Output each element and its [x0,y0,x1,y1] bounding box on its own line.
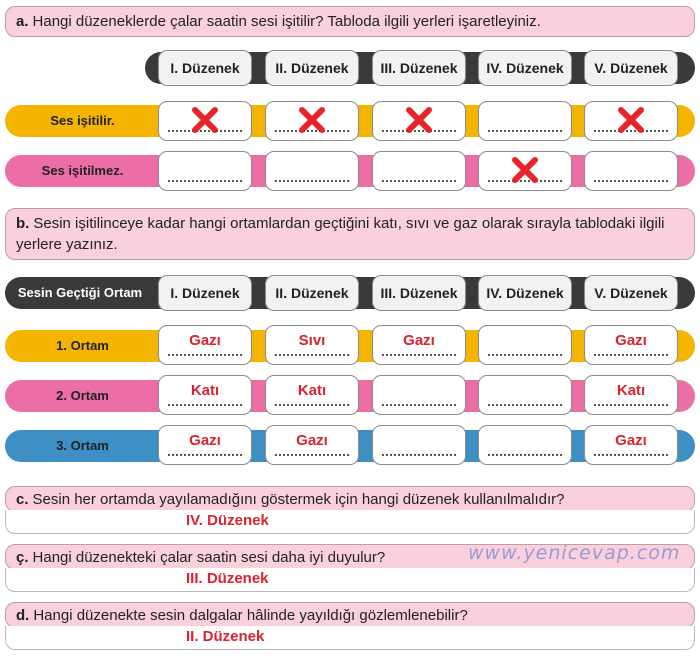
cell-answer-text: Katı [297,382,327,399]
table1-cell [478,101,572,141]
answer-c: IV. Düzenek [186,512,269,529]
question-text: Hangi düzenekte sesin dalgalar hâlinde yayıldığı gözlemlenebilir? [33,607,468,624]
answer-dotted-line [594,454,668,456]
table1-row-label: Ses işitilmez. [41,163,124,178]
cell-answer-text: Katı [616,382,646,399]
answer-dotted-line [168,180,242,182]
question-a [5,6,695,37]
cell-answer-text: Gazı [189,332,221,349]
table2-cell [372,375,466,415]
answer-box-d [5,626,695,650]
answer-dotted-line [275,454,349,456]
table1-cell [158,101,252,141]
question-letter: b. [16,215,30,232]
table2-cell [158,325,252,365]
table2-header-cell: III. Düzenek [372,275,466,311]
table2-cell [478,375,572,415]
table2-corner-label: Sesin Geçtiği Ortam [17,285,143,300]
answer-dotted-line [382,404,456,406]
answer-dotted-line [275,180,349,182]
table2-row-label: 3. Ortam [56,438,109,453]
question-letter: a. [16,13,29,30]
question-text: Hangi düzeneklerde çalar saatin sesi işitilir? Tabloda ilgili yerleri işaretleyiniz. [32,13,541,30]
table1-row-label: Ses işitilir. [50,113,115,128]
table1-header-cell: II. Düzenek [265,50,359,86]
table2-cell [265,325,359,365]
table1-cell [584,101,678,141]
question-letter: ç. [16,549,29,566]
question-text: Hangi düzenekteki çalar saatin sesi daha iyi duyulur? [32,549,386,566]
table2-row-label: 2. Ortam [56,388,109,403]
answer-dotted-line [168,354,242,356]
table2-cell [478,325,572,365]
table2-row-label: 1. Ortam [56,338,109,353]
cell-answer-text: Gazı [615,432,647,449]
answer-box-cc [5,568,695,592]
table2-cell [265,425,359,465]
table1-cell [372,151,466,191]
answer-d: II. Düzenek [186,628,265,645]
question-text: Sesin işitilinceye kadar hangi ortamlardan geçtiğini katı, sıvı ve gaz olarak sırayla tablodaki ilgili yerlere yazınız. [16,215,665,253]
table1-header-cell: V. Düzenek [584,50,678,86]
table1-cell [478,151,572,191]
watermark: www.yenicevap.com [468,542,681,564]
table2-header-cell: IV. Düzenek [478,275,572,311]
answer-dotted-line [168,454,242,456]
cell-answer-text: Sıvı [298,332,326,349]
x-mark-icon [405,106,433,134]
answer-dotted-line [594,404,668,406]
answer-dotted-line [594,180,668,182]
answer-cc: III. Düzenek [186,570,269,587]
cell-answer-text: Gazı [403,332,435,349]
cell-answer-text: Gazı [615,332,647,349]
table1-header-cell: III. Düzenek [372,50,466,86]
table2-header-cell: V. Düzenek [584,275,678,311]
answer-dotted-line [382,454,456,456]
question-b [5,208,695,260]
table2-cell [584,325,678,365]
answer-dotted-line [594,354,668,356]
table1-cell [265,101,359,141]
question-text: Sesin her ortamda yayılamadığını göstermek için hangi düzenek kullanılmalıdır? [32,491,565,508]
answer-dotted-line [382,354,456,356]
table2-cell [372,325,466,365]
table1-header-cell: I. Düzenek [158,50,252,86]
table2-cell [158,375,252,415]
table1-cell [584,151,678,191]
question-d [5,602,695,628]
answer-dotted-line [488,354,562,356]
cell-answer-text: Katı [190,382,220,399]
x-mark-icon [298,106,326,134]
answer-dotted-line [275,354,349,356]
table2-cell [478,425,572,465]
x-mark-icon [511,156,539,184]
table1-cell [158,151,252,191]
answer-dotted-line [275,404,349,406]
cell-answer-text: Gazı [296,432,328,449]
table2-cell [372,425,466,465]
x-mark-icon [191,106,219,134]
table1-cell [372,101,466,141]
table2-cell [584,375,678,415]
table2-cell [158,425,252,465]
table1-header-cell: IV. Düzenek [478,50,572,86]
x-mark-icon [617,106,645,134]
table2-cell [584,425,678,465]
question-letter: c. [16,491,29,508]
table2-cell [265,375,359,415]
table2-header-cell: II. Düzenek [265,275,359,311]
question-c [5,486,695,512]
question-letter: d. [16,607,30,624]
answer-dotted-line [488,130,562,132]
answer-dotted-line [488,454,562,456]
answer-dotted-line [488,404,562,406]
cell-answer-text: Gazı [189,432,221,449]
table1-cell [265,151,359,191]
table2-header-cell: I. Düzenek [158,275,252,311]
answer-dotted-line [382,180,456,182]
answer-box-c [5,510,695,534]
answer-dotted-line [168,404,242,406]
